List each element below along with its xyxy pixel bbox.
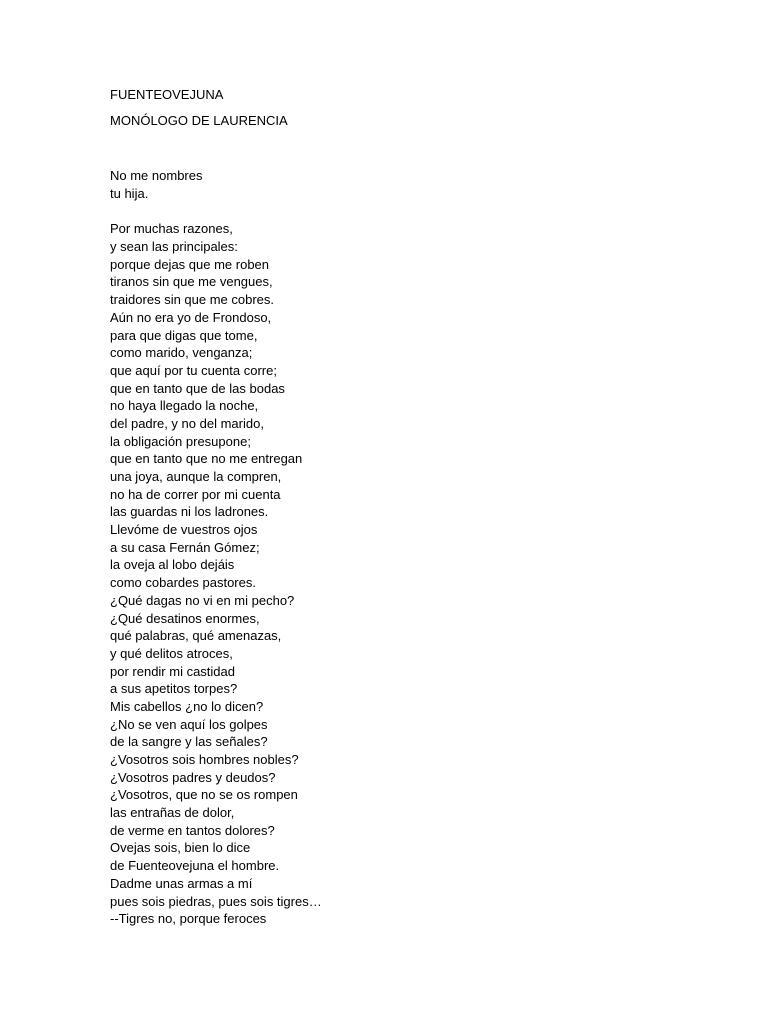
stanza-2 <box>110 220 670 928</box>
verse-line: las entrañas de dolor, <box>110 805 235 821</box>
verse-line: y sean las principales: <box>110 239 238 255</box>
verse-line: una joya, aunque la compren, <box>110 469 282 484</box>
verse-line: Llevóme de vuestros ojos <box>110 522 258 538</box>
verse-line: las guardas ni los ladrones. <box>110 504 269 520</box>
verse-line: ¿Vosotros sois hombres nobles? <box>110 752 299 767</box>
verse-line: tu hija. <box>110 185 149 201</box>
document-title: FUENTEOVEJUNA <box>110 87 224 102</box>
verse-line: para que digas que tome, <box>110 327 258 343</box>
verse-line: porque dejas que me roben <box>110 256 270 272</box>
verse-line: por rendir mi castidad <box>110 663 235 679</box>
verse-line: no ha de correr por mi cuenta <box>110 486 281 502</box>
verse-line: de la sangre y las señales? <box>110 734 268 750</box>
verse-line: la obligación presupone; <box>110 433 251 449</box>
verse-line: Mis cabellos ¿no lo dicen? <box>110 698 264 714</box>
verse-line: Aún no era yo de Frondoso, <box>110 309 272 325</box>
verse-line: tiranos sin que me vengues, <box>110 274 273 290</box>
verse-line: a su casa Fernán Gómez; <box>110 539 260 555</box>
verse-line: ¿Vosotros padres y deudos? <box>110 769 276 785</box>
verse-line: Dadme unas armas a mí <box>110 875 253 891</box>
verse-line: como cobardes pastores. <box>110 575 256 591</box>
verse-line: traidores sin que me cobres. <box>110 292 275 308</box>
verse-line: Por muchas razones, <box>110 221 233 237</box>
verse-line: la oveja al lobo dejáis <box>110 557 235 573</box>
verse-line: de Fuenteovejuna el hombre. <box>110 858 280 874</box>
verse-line: pues sois piedras, pues sois tigres… <box>110 893 322 909</box>
document-content <box>110 86 670 928</box>
verse-line: --Tigres no, porque feroces <box>110 911 267 927</box>
verse-line: ¿Vosotros, que no se os rompen <box>110 787 298 803</box>
verse-line: no haya llegado la noche, <box>110 398 259 414</box>
stanza-1 <box>110 167 670 202</box>
verse-line: ¿Qué dagas no vi en mi pecho? <box>110 592 295 608</box>
verse-line: de verme en tantos dolores? <box>110 822 275 838</box>
verse-line: como marido, venganza; <box>110 345 253 361</box>
verse-line: ¿Qué desatinos enormes, <box>110 610 260 626</box>
verse-line: que aquí por tu cuenta corre; <box>110 362 277 378</box>
verse-line: y qué delitos atroces, <box>110 645 233 661</box>
document-subtitle: MONÓLOGO DE LAURENCIA <box>110 113 288 128</box>
verse-line: ¿No se ven aquí los golpes <box>110 716 268 732</box>
verse-line: qué palabras, qué amenazas, <box>110 628 282 644</box>
verse-line: que en tanto que de las bodas <box>110 380 285 396</box>
verse-line: del padre, y no del marido, <box>110 415 264 431</box>
verse-line: a sus apetitos torpes? <box>110 681 238 697</box>
verse-line: No me nombres <box>110 168 203 183</box>
verse-line: Ovejas sois, bien lo dice <box>110 840 251 856</box>
verse-line: que en tanto que no me entregan <box>110 451 303 467</box>
